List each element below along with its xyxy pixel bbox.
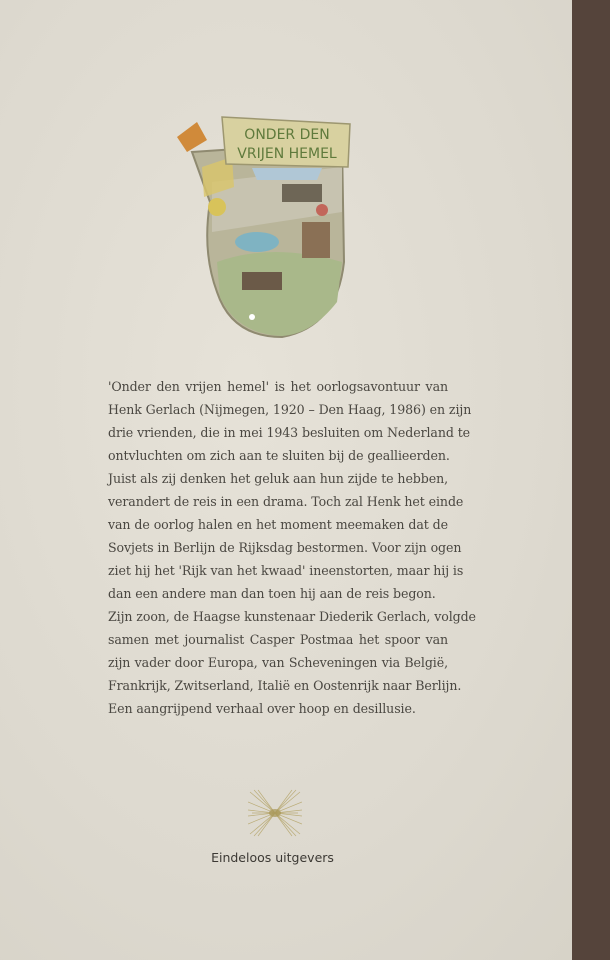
emblem-banner-line-1: ONDER DEN <box>244 127 330 143</box>
blurb-line: 'Onder den vrijen hemel' is het oorlogsavontuur van <box>108 379 448 394</box>
back-cover-blurb <box>108 375 476 720</box>
blurb-line: dan een andere man dan toen hij aan de reis begon. <box>108 586 436 601</box>
publisher-logo-icon <box>248 788 302 838</box>
blurb-line: ontvluchten om zich aan te sluiten bij de geallieerden. <box>108 448 450 463</box>
blurb-line: drie vrienden, die in mei 1943 besluiten om Nederland te <box>108 425 471 440</box>
emblem-banner-line-2: VRIJEN HEMEL <box>237 146 337 162</box>
book-spine-stripe <box>572 0 610 960</box>
blurb-line: Juist als zij denken het geluk aan hun zijde te hebben, <box>108 471 448 486</box>
blurb-line: zijn vader door Europa, van Scheveningen via België, <box>108 655 448 670</box>
book-emblem-illustration <box>172 112 362 342</box>
blurb-line: van de oorlog halen en het moment meemaken dat de <box>108 517 448 532</box>
blurb-line: ziet hij het 'Rijk van het kwaad' ineenstorten, maar hij is <box>108 563 464 578</box>
publisher-name: Eindeloos uitgevers <box>211 850 334 865</box>
blurb-line: samen met journalist Casper Postmaa het spoor van <box>108 632 448 647</box>
blurb-line: Zijn zoon, de Haagse kunstenaar Diederik Gerlach, volgde <box>108 609 476 624</box>
blurb-line: Sovjets in Berlijn de Rijksdag bestormen. Voor zijn ogen <box>108 540 462 555</box>
blurb-line: verandert de reis in een drama. Toch zal Henk het einde <box>108 494 464 509</box>
blurb-line: Henk Gerlach (Nijmegen, 1920 – Den Haag, 1986) en zijn <box>108 402 472 417</box>
blurb-line: Een aangrijpend verhaal over hoop en desillusie. <box>108 701 416 716</box>
blurb-line: Frankrijk, Zwitserland, Italië en Oostenrijk naar Berlijn. <box>108 678 462 693</box>
